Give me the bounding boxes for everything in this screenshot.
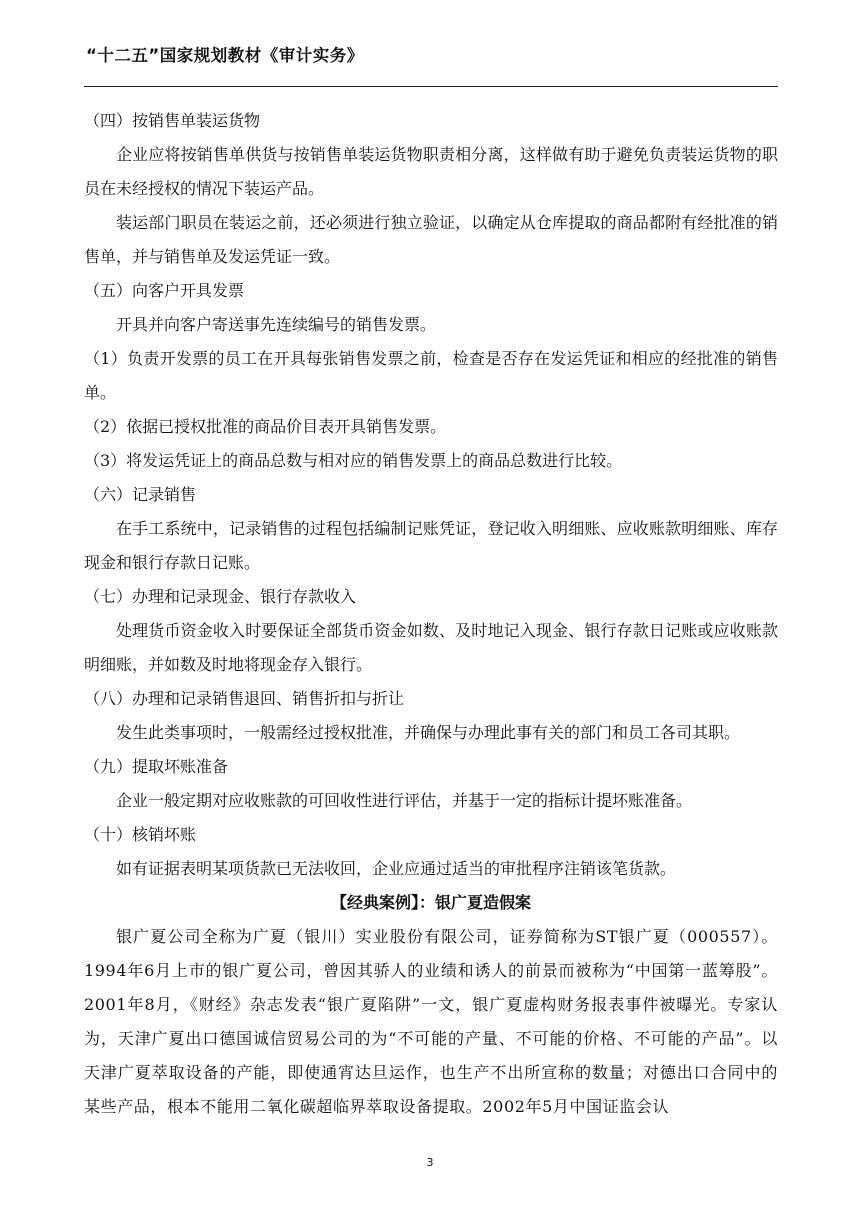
paragraph: 发生此类事项时，一般需经过授权批准，并确保与办理此事有关的部门和员工各司其职。: [116, 723, 741, 742]
section-heading-6: （六）记录销售: [84, 485, 197, 504]
page-number: 3: [426, 1156, 434, 1169]
list-item: （2）依据已授权批准的商品价目表开具销售发票。: [84, 417, 447, 436]
page-body: [84, 104, 778, 1124]
running-header-title: “十二五”国家规划教材《审计实务》: [86, 46, 364, 65]
paragraph: 开具并向客户寄送事先连续编号的销售发票。: [116, 315, 437, 334]
section-heading-8: （八）办理和记录销售退回、销售折扣与折让: [84, 689, 405, 708]
section-heading-9: （九）提取坏账准备: [84, 757, 229, 776]
section-heading-5: （五）向客户开具发票: [84, 281, 245, 300]
paragraph: 装运部门职员在装运之前，还必须进行独立验证，以确定从仓库提取的商品都附有经批准的销售单，并与销售单及发运凭证一致。: [84, 213, 778, 266]
section-heading-10: （十）核销坏账: [84, 825, 197, 844]
section-heading-7: （七）办理和记录现金、银行存款收入: [84, 587, 357, 606]
paragraph: 如有证据表明某项货款已无法收回，企业应通过适当的审批程序注销该笔货款。: [116, 859, 677, 878]
header-divider: [84, 86, 778, 87]
list-item: （3）将发运凭证上的商品总数与相对应的销售发票上的商品总数进行比较。: [84, 451, 623, 470]
paragraph: 企业应将按销售单供货与按销售单装运货物职责相分离，这样做有助于避免负责装运货物的职员在未经授权的情况下装运产品。: [84, 145, 778, 198]
paragraph: 处理货币资金收入时要保证全部货币资金如数、及时地记入现金、银行存款日记账或应收账款明细账，并如数及时地将现金存入银行。: [84, 621, 778, 674]
list-item: （1）负责开发票的员工在开具每张销售发票之前，检查是否存在发运凭证和相应的经批准的销售单。: [84, 349, 778, 402]
section-heading-4: （四）按销售单装运货物: [84, 111, 261, 130]
paragraph: 企业一般定期对应收账款的可回收性进行评估，并基于一定的指标计提坏账准备。: [116, 791, 693, 810]
case-study-paragraph: 银广夏公司全称为广夏（银川）实业股份有限公司，证券简称为ST银广夏（000557）。1994年6月上市的银广夏公司，曾因其骄人的业绩和诱人的前景而被称为“中国第一蓝筹股”。2001年8月，《财经》杂志发表“银广夏陷阱”一文，银广夏虚构财务报表事件被曝光。专家认为，天津广夏出口德国诚信贸易公司的为“不可能的产量、不可能的价格、不可能的产品”。以天津广夏萃取设备的产能，即使通宵达旦运作，也生产不出所宣称的数量；对德出口合同中的某些产品，根本不能用二氧化碳超临界萃取设备提取。2002年5月中国证监会认: [84, 927, 778, 1116]
case-study-title: 【经典案例】：银广夏造假案: [330, 893, 531, 912]
paragraph: 在手工系统中，记录销售的过程包括编制记账凭证，登记收入明细账、应收账款明细账、库存现金和银行存款日记账。: [84, 519, 778, 572]
